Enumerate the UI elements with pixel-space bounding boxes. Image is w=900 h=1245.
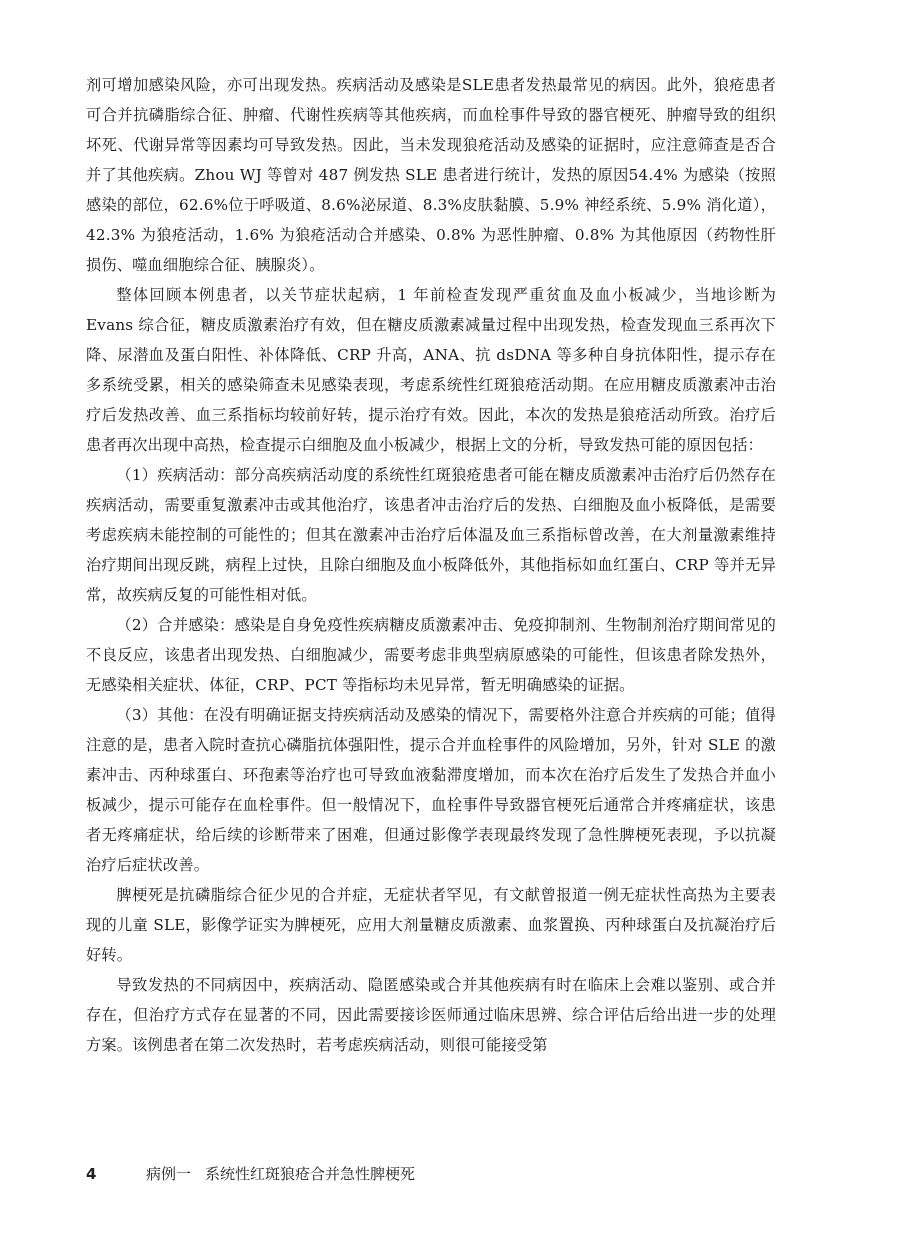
paragraph-3: （1）疾病活动：部分高疾病活动度的系统性红斑狼疮患者可能在糖皮质激素冲击治疗后仍然存在疾病活动，需要重复激素冲击或其他治疗，该患者冲击治疗后的发热、白细胞及血小板降低，是需要考虑疾病未能控制的可能性的；但其在激素冲击治疗后体温及血三系指标曾改善，在大剂量激素维持治疗期间出现反跳，病程上过快，且除白细胞及血小板降低外，其他指标如血红蛋白、CRP 等并无异常，故疾病反复的可能性相对低。 <box>86 466 776 604</box>
case-label: 病例一 <box>146 1165 192 1183</box>
case-title: 系统性红斑狼疮合并急性脾梗死 <box>205 1165 416 1183</box>
paragraph-2: 整体回顾本例患者，以关节症状起病，1 年前检查发现严重贫血及血小板减少，当地诊断为 Evans 综合征，糖皮质激素治疗有效，但在糖皮质激素减量过程中出现发热，检查发现血三系再次下降、尿潜血及蛋白阳性、补体降低、CRP 升高，ANA、抗 dsDNA 等多种自身抗体阳性，提示存在多系统受累，相关的感染筛查未见感染表现，考虑系统性红斑狼疮活动期。在应用糖皮质激素冲击治疗后发热改善、血三系指标均较前好转，提示治疗有效。因此，本次的发热是狼疮活动所致。治疗后患者再次出现中高热，检查提示白细胞及血小板减少，根据上文的分析，导致发热可能的原因包括： <box>86 286 776 454</box>
paragraph-4: （2）合并感染：感染是自身免疫性疾病糖皮质激素冲击、免疫抑制剂、生物制剂治疗期间常见的不良反应，该患者出现发热、白细胞减少，需要考虑非典型病原感染的可能性，但该患者除发热外，无感染相关症状、体征，CRP、PCT 等指标均未见异常，暂无明确感染的证据。 <box>86 616 776 694</box>
paragraph-6: 脾梗死是抗磷脂综合征少见的合并症，无症状者罕见，有文献曾报道一例无症状性高热为主要表现的儿童 SLE，影像学证实为脾梗死，应用大剂量糖皮质激素、血浆置换、丙种球蛋白及抗凝治疗后好转。 <box>86 886 776 964</box>
page-number: 4 <box>86 1164 97 1183</box>
paragraph-1: 剂可增加感染风险，亦可出现发热。疾病活动及感染是SLE患者发热最常见的病因。此外，狼疮患者可合并抗磷脂综合征、肿瘤、代谢性疾病等其他疾病，而血栓事件导致的器官梗死、肿瘤导致的组织坏死、代谢异常等因素均可导致发热。因此，当未发现狼疮活动及感染的证据时，应注意筛查是否合并了其他疾病。Zhou WJ 等曾对 487 例发热 SLE 患者进行统计，发热的原因54.4% 为感染（按照感染的部位，62.6%位于呼吸道、8.6%泌尿道、8.3%皮肤黏膜、5.9% 神经系统、5.9% 消化道），42.3% 为狼疮活动，1.6% 为狼疮活动合并感染、0.8% 为恶性肿瘤、0.8% 为其他原因（药物性肝损伤、噬血细胞综合征、胰腺炎）。 <box>86 76 776 274</box>
paragraph-7: 导致发热的不同病因中，疾病活动、隐匿感染或合并其他疾病有时在临床上会难以鉴别、或合并存在，但治疗方式存在显著的不同，因此需要接诊医师通过临床思辨、综合评估后给出进一步的处理方案。该例患者在第二次发热时，若考虑疾病活动，则很可能接受第 <box>86 976 776 1054</box>
document-body <box>86 70 776 1060</box>
page-footer <box>86 1163 415 1184</box>
paragraph-5: （3）其他：在没有明确证据支持疾病活动及感染的情况下，需要格外注意合并疾病的可能；值得注意的是，患者入院时查抗心磷脂抗体强阳性，提示合并血栓事件的风险增加，另外，针对 SLE 的激素冲击、丙种球蛋白、环孢素等治疗也可导致血液黏滞度增加，而本次在治疗后发生了发热合并血小板减少，提示可能存在血栓事件。但一般情况下，血栓事件导致器官梗死后通常合并疼痛症状，该患者无疼痛症状，给后续的诊断带来了困难，但通过影像学表现最终发现了急性脾梗死表现，予以抗凝治疗后症状改善。 <box>86 706 776 874</box>
